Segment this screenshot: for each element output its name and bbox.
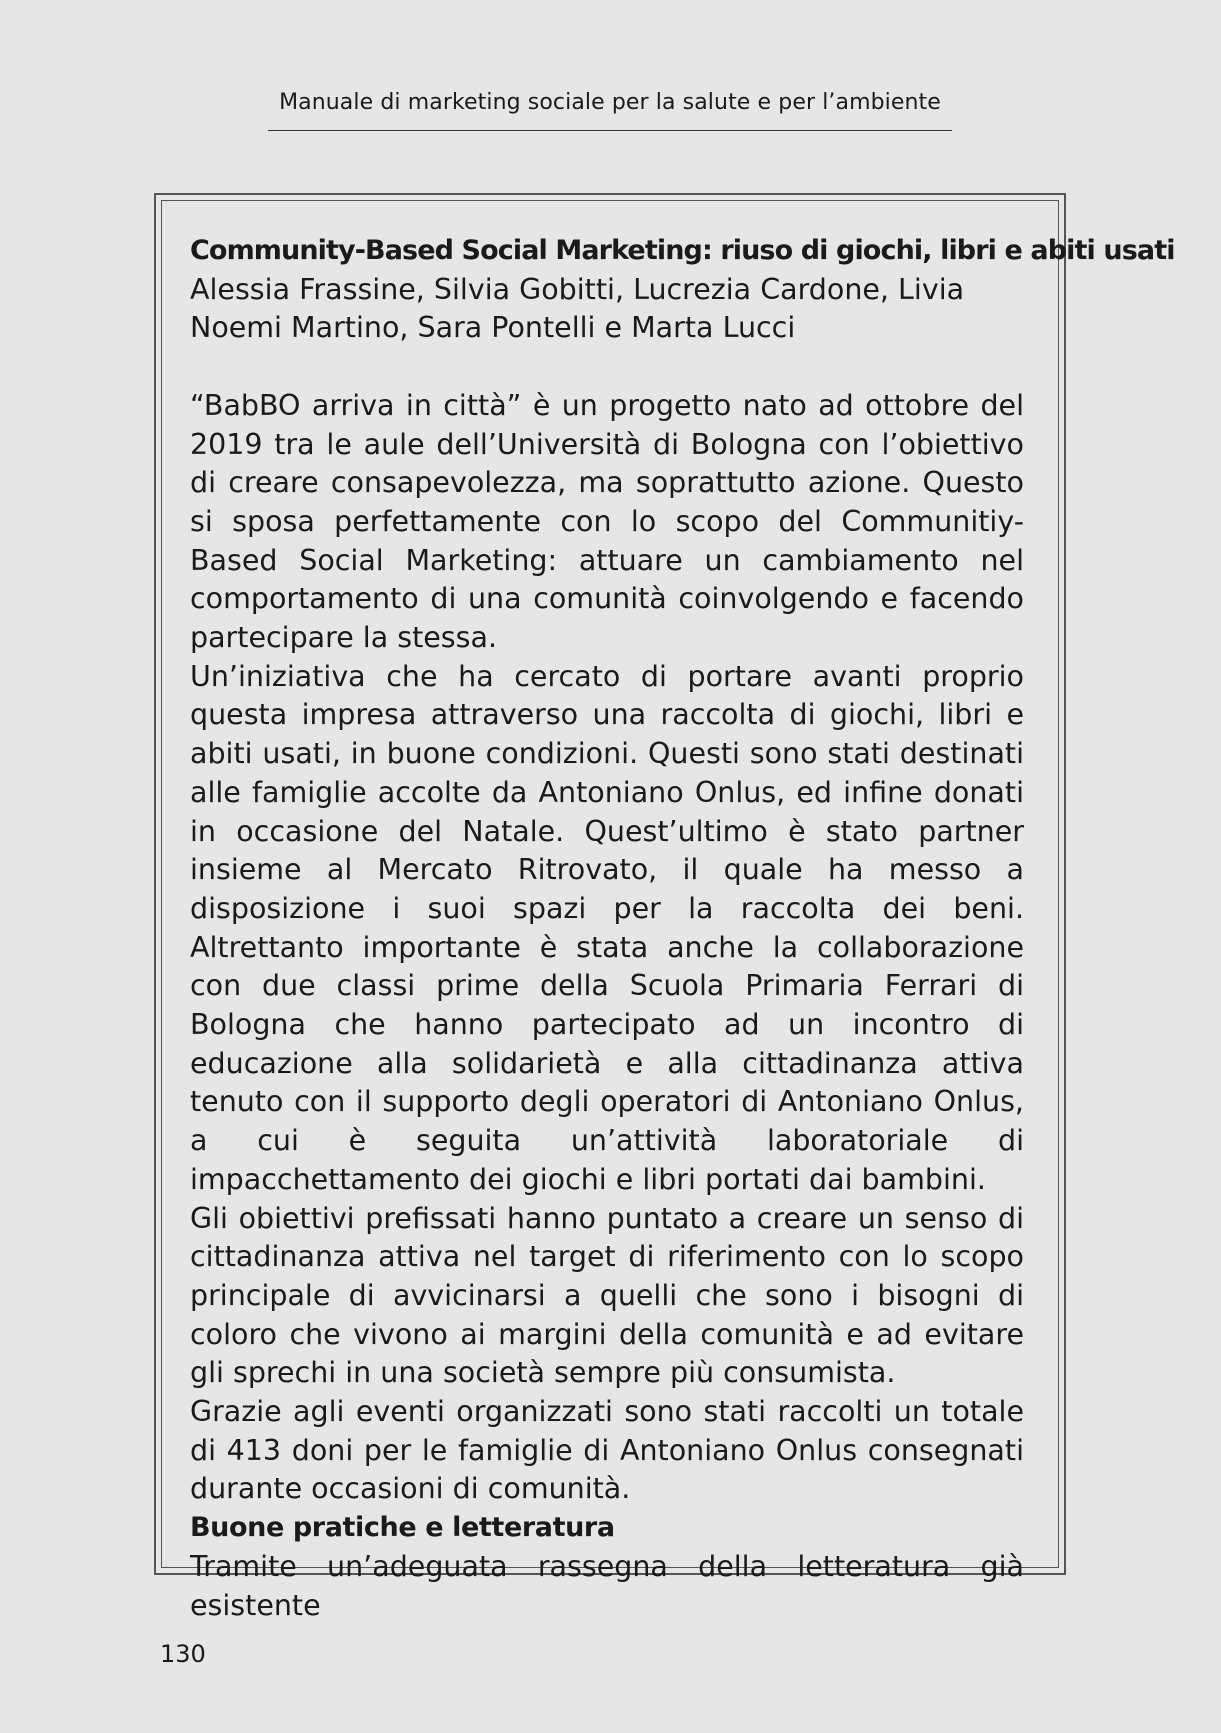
section-paragraph: Tramite un’adeguata rassegna della letteratura già esistente [190,1549,1024,1622]
box-content [190,232,1175,1625]
running-header: Manuale di marketing sociale per la salute e per l’ambiente [279,90,941,115]
box-authors: Alessia Frassine, Silvia Gobitti, Lucrezia Cardone, Livia Noemi Martino, Sara Pontelli e Marta Lucci [190,272,965,345]
page-number: 130 [160,1640,206,1668]
box-paragraph-1: “BabBO arriva in città” è un progetto nato ad ottobre del 2019 tra le aule dell’Università di Bologna con l’obiettivo di creare consapevolezza, ma soprattutto azione. Questo si sposa perfettamente con lo scopo del Communitiy-Based Social Marketing: attuare un cambiamento nel comportamento di una comunità coinvolgendo e facendo partecipare la stessa. [190,388,1024,655]
section-title: Buone pratiche e letteratura [190,1512,615,1544]
header-rule [268,130,952,131]
box-paragraph-3: Gli obiettivi prefissati hanno puntato a creare un senso di cittadinanza attiva nel target di riferimento con lo scopo principale di avvicinarsi a quelli che sono i bisogni di coloro che vivono ai margini della comunità e ad evitare gli sprechi in una società sempre più consumista. [190,1201,1024,1390]
box-title: Community-Based Social Marketing: riuso di giochi, libri e abiti usati [190,235,1175,266]
box-paragraph-2: Un’iniziativa che ha cercato di portare avanti proprio questa impresa attraverso una raccolta di giochi, libri e abiti usati, in buone condizioni. Questi sono stati destinati alle famiglie accolte da Antoniano Onlus, ed infine donati in occasione del Natale. Quest’ultimo è stato partner insieme al Mercato Ritrovato, il quale ha messo a disposizione i suoi spazi per la raccolta dei beni. Altrettanto importante è stata anche la collaborazione con due classi prime della Scuola Primaria Ferrari di Bologna che hanno partecipato ad un incontro di educazione alla solidarietà e alla cittadinanza attiva tenuto con il supporto degli operatori di Antoniano Onlus, a cui è seguita un’attività laboratoriale di impacchettamento dei giochi e libri portati dai bambini. [190,659,1024,1196]
box-paragraph-4: Grazie agli eventi organizzati sono stati raccolti un totale di 413 doni per le famiglie di Antoniano Onlus consegnati durante occasioni di comunità. [190,1395,1024,1506]
